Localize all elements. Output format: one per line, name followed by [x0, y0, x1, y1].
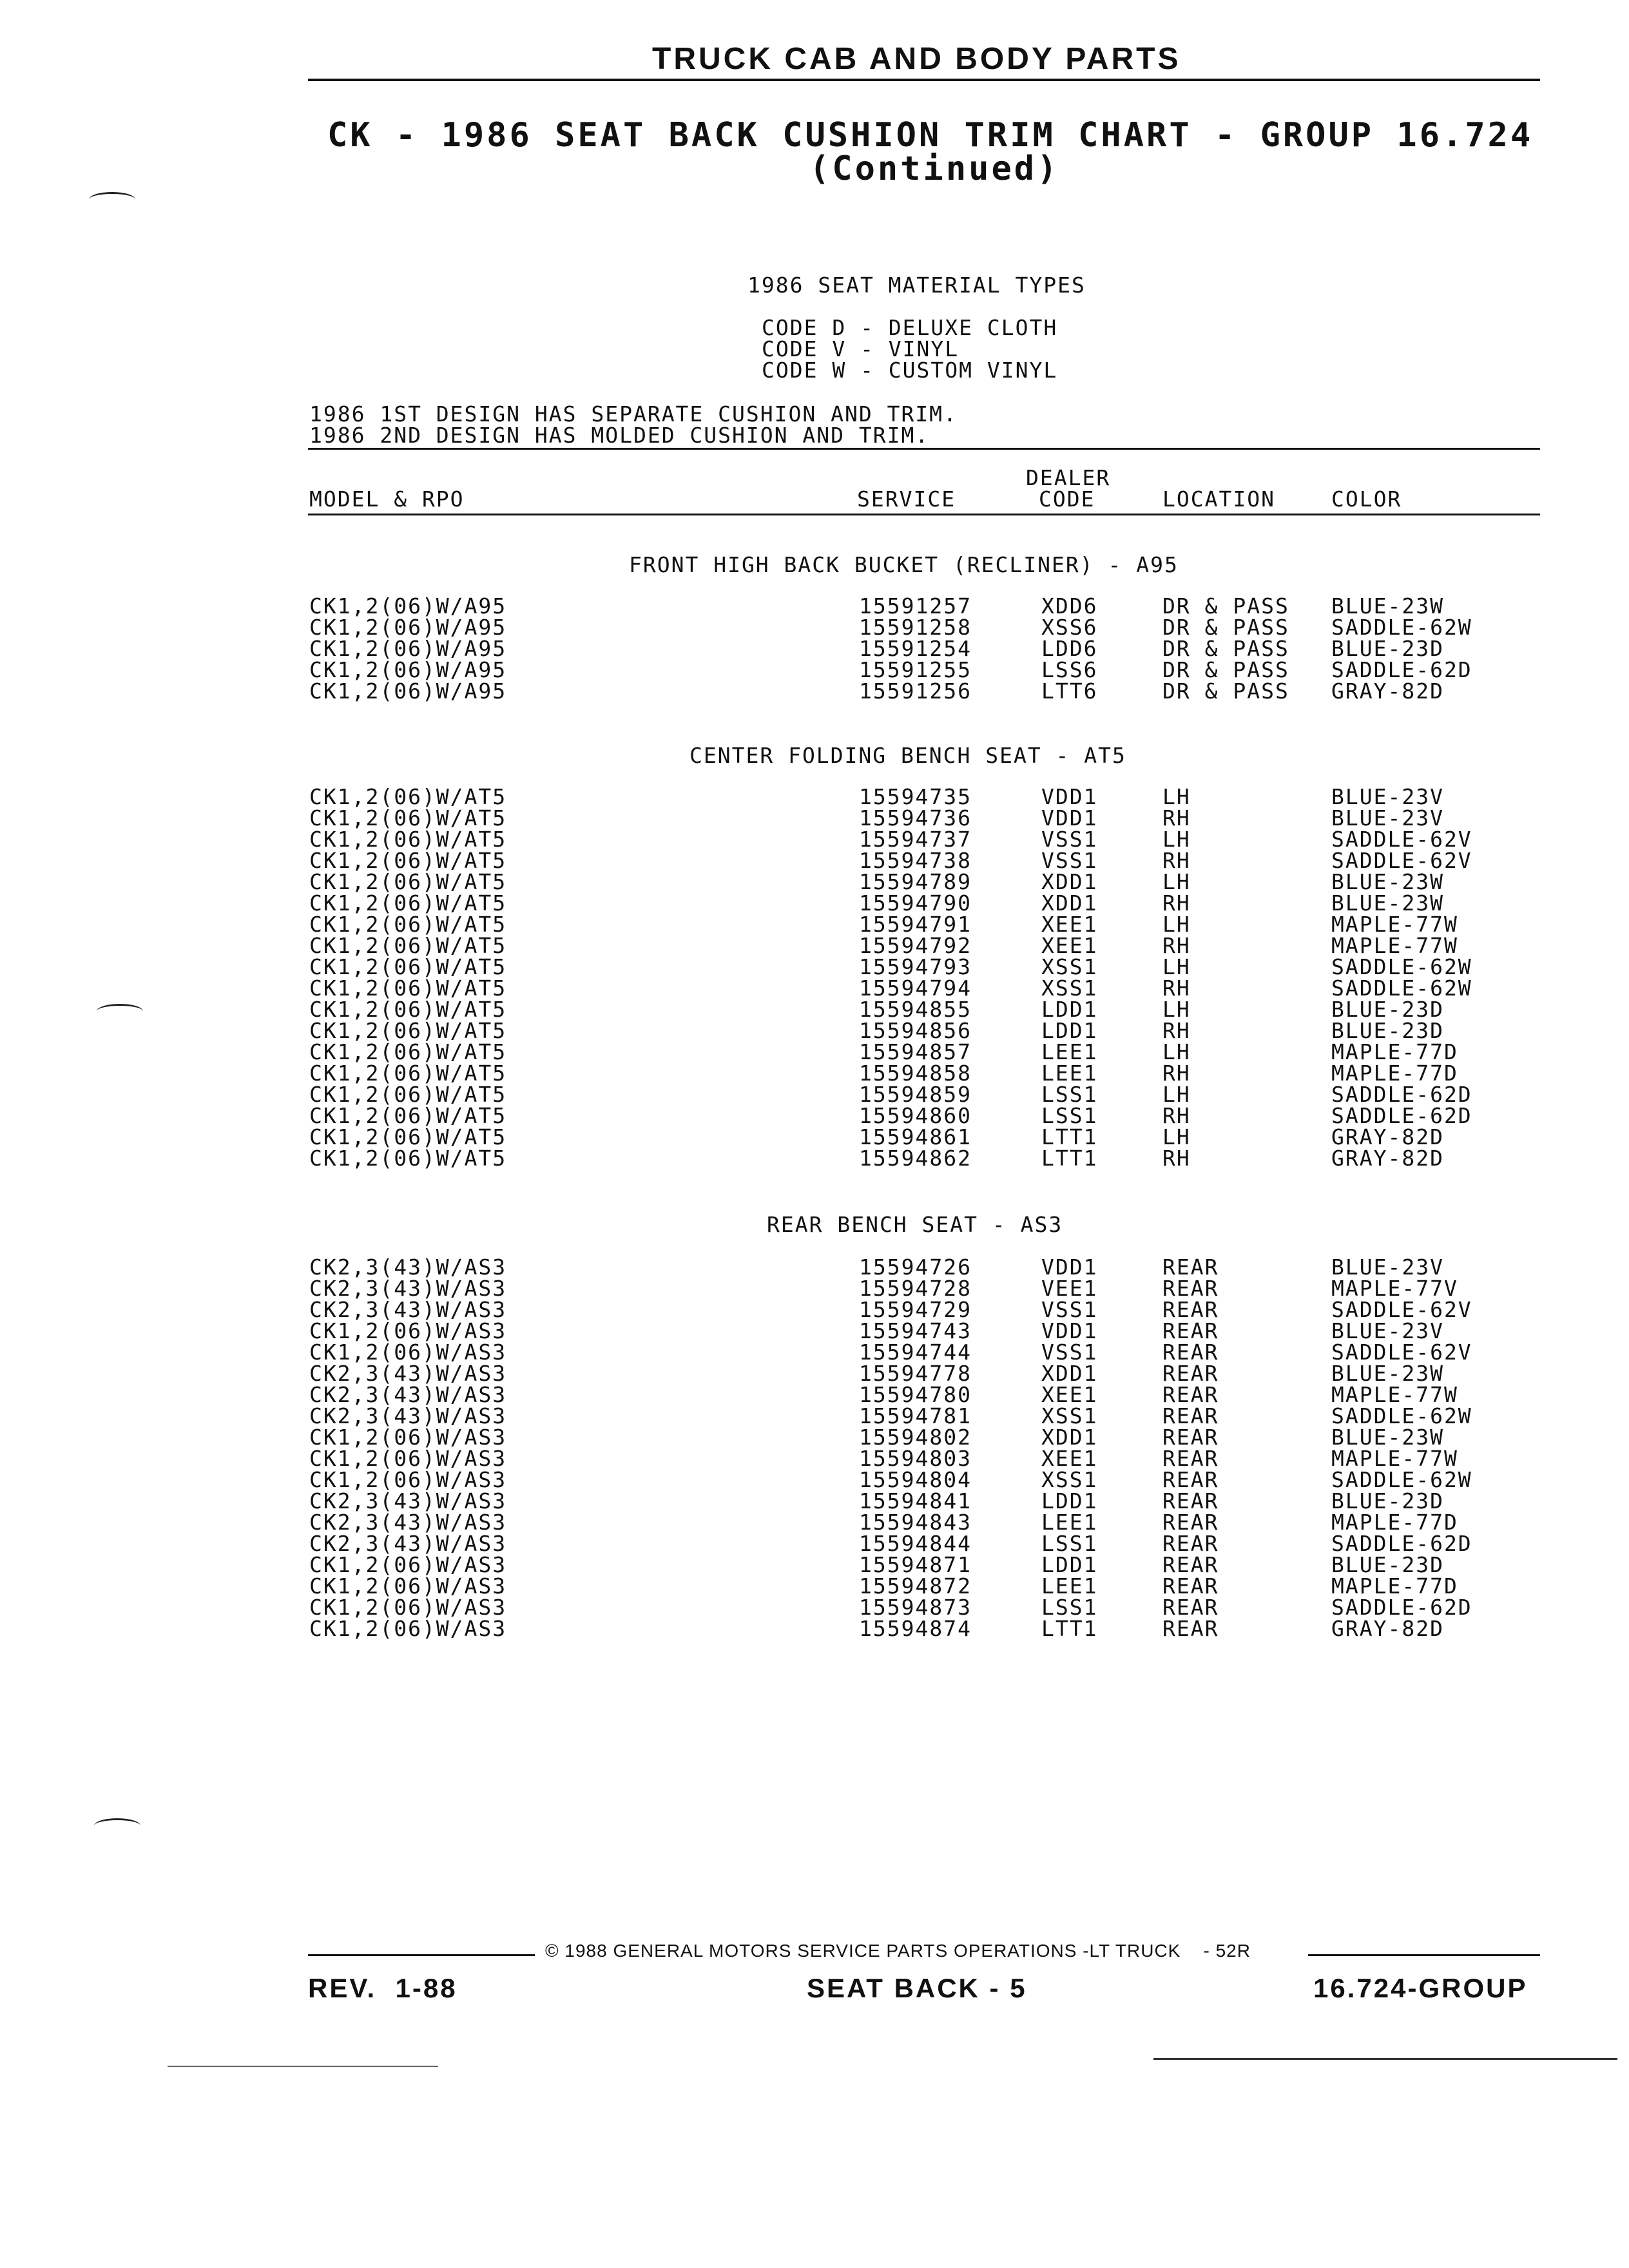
service-number-cell: 15591254 [859, 636, 972, 661]
service-number-cell: 15594843 [859, 1510, 972, 1535]
model-rpo-cell: CK2,3(43)W/AS3 [309, 1297, 507, 1322]
table-row [0, 1405, 1629, 1427]
dealer-code-cell: LTT1 [1041, 1124, 1098, 1149]
service-number-cell: 15594857 [859, 1039, 972, 1064]
service-number-cell: 15594858 [859, 1061, 972, 1086]
color-cell: BLUE-23V [1331, 784, 1444, 809]
location-cell: REAR [1162, 1297, 1219, 1322]
service-number-cell: 15594804 [859, 1467, 972, 1492]
table-row [0, 1533, 1629, 1554]
location-cell: REAR [1162, 1382, 1219, 1407]
model-rpo-cell: CK2,3(43)W/AS3 [309, 1403, 507, 1428]
page-label: SEAT BACK - 5 [807, 1973, 1027, 2003]
model-rpo-cell: CK1,2(06)W/AS3 [309, 1573, 507, 1599]
color-cell: BLUE-23D [1331, 1488, 1444, 1514]
location-cell: LH [1162, 997, 1191, 1022]
table-row [0, 659, 1629, 680]
service-number-cell: 15594792 [859, 933, 972, 958]
color-cell: BLUE-23V [1331, 1318, 1444, 1343]
model-rpo-cell: CK1,2(06)W/AT5 [309, 1039, 507, 1064]
color-cell: SADDLE-62W [1331, 615, 1472, 640]
color-cell: MAPLE-77W [1331, 912, 1458, 937]
color-cell: BLUE-23W [1331, 593, 1444, 619]
model-rpo-cell: CK1,2(06)W/AS3 [309, 1340, 507, 1365]
table-row [0, 1320, 1629, 1341]
model-rpo-cell: CK1,2(06)W/AT5 [309, 997, 507, 1022]
color-cell: SADDLE-62V [1331, 827, 1472, 852]
service-number-cell: 15591257 [859, 593, 972, 619]
location-cell: DR & PASS [1162, 657, 1289, 682]
scan-mark [94, 1818, 140, 1833]
location-cell: RH [1162, 1061, 1191, 1086]
dealer-code-cell: LSS1 [1041, 1595, 1098, 1620]
color-cell: BLUE-23W [1331, 1425, 1444, 1450]
color-cell: SADDLE-62V [1331, 1340, 1472, 1365]
location-cell: LH [1162, 869, 1191, 894]
color-cell: MAPLE-77W [1331, 1382, 1458, 1407]
dealer-code-cell: XSS1 [1041, 975, 1098, 1001]
location-cell: REAR [1162, 1616, 1219, 1641]
location-cell: RH [1162, 975, 1191, 1001]
dealer-code-cell: XDD1 [1041, 1361, 1098, 1386]
location-cell: RH [1162, 805, 1191, 831]
service-number-cell: 15594729 [859, 1297, 972, 1322]
table-row [0, 1363, 1629, 1384]
column-dealer-bottom: CODE [1039, 486, 1095, 512]
service-number-cell: 15594803 [859, 1446, 972, 1471]
service-number-cell: 15594859 [859, 1082, 972, 1107]
location-cell: DR & PASS [1162, 678, 1289, 704]
model-rpo-cell: CK1,2(06)W/A95 [309, 636, 507, 661]
color-cell: BLUE-23W [1331, 1361, 1444, 1386]
column-dealer-top: DEALER [1026, 465, 1111, 490]
table-row [0, 1512, 1629, 1533]
model-rpo-cell: CK1,2(06)W/AT5 [309, 1082, 507, 1107]
model-rpo-cell: CK1,2(06)W/AT5 [309, 954, 507, 979]
color-cell: SADDLE-62D [1331, 657, 1472, 682]
dealer-code-cell: LEE1 [1041, 1061, 1098, 1086]
color-cell: GRAY-82D [1331, 678, 1444, 704]
color-cell: MAPLE-77D [1331, 1510, 1458, 1535]
location-cell: REAR [1162, 1446, 1219, 1471]
color-cell: SADDLE-62W [1331, 1403, 1472, 1428]
footer-rule-left [308, 1954, 535, 1956]
location-cell: REAR [1162, 1510, 1219, 1535]
material-types-heading: 1986 SEAT MATERIAL TYPES [747, 273, 1086, 298]
dealer-code-cell: VSS1 [1041, 1340, 1098, 1365]
location-cell: REAR [1162, 1361, 1219, 1386]
service-number-cell: 15594860 [859, 1103, 972, 1128]
service-number-cell: 15594735 [859, 784, 972, 809]
service-number-cell: 15594737 [859, 827, 972, 852]
dealer-code-cell: XSS1 [1041, 1467, 1098, 1492]
color-cell: SADDLE-62D [1331, 1103, 1472, 1128]
table-row [0, 1469, 1629, 1490]
material-code-w: CODE W - CUSTOM VINYL [762, 358, 1058, 383]
dealer-code-cell: VDD1 [1041, 784, 1098, 809]
model-rpo-cell: CK1,2(06)W/AT5 [309, 784, 507, 809]
footer-rule-right [1308, 1954, 1540, 1956]
model-rpo-cell: CK1,2(06)W/AT5 [309, 805, 507, 831]
table-row [0, 1041, 1629, 1062]
table-row [0, 1148, 1629, 1169]
table-row [0, 1597, 1629, 1618]
model-rpo-cell: CK1,2(06)W/AT5 [309, 1103, 507, 1128]
service-number-cell: 15594789 [859, 869, 972, 894]
dealer-code-cell: LEE1 [1041, 1510, 1098, 1535]
service-number-cell: 15594780 [859, 1382, 972, 1407]
chart-title: CK - 1986 SEAT BACK CUSHION TRIM CHART - GROUP 16.724 [327, 116, 1534, 155]
dealer-code-cell: LSS6 [1041, 657, 1098, 682]
table-row [0, 1020, 1629, 1041]
dealer-code-cell: XDD1 [1041, 1425, 1098, 1450]
location-cell: REAR [1162, 1595, 1219, 1620]
location-cell: REAR [1162, 1276, 1219, 1301]
dealer-code-cell: VSS1 [1041, 848, 1098, 873]
table-row [0, 595, 1629, 617]
dealer-code-cell: LTT1 [1041, 1146, 1098, 1171]
section-title-front-bucket: FRONT HIGH BACK BUCKET (RECLINER) - A95 [629, 552, 1179, 577]
service-number-cell: 15594781 [859, 1403, 972, 1428]
location-cell: REAR [1162, 1531, 1219, 1556]
section-title-center-bench: CENTER FOLDING BENCH SEAT - AT5 [689, 743, 1126, 768]
service-number-cell: 15594793 [859, 954, 972, 979]
dealer-code-cell: XSS1 [1041, 954, 1098, 979]
color-cell: BLUE-23D [1331, 997, 1444, 1022]
dealer-code-cell: XDD6 [1041, 593, 1098, 619]
service-number-cell: 15594743 [859, 1318, 972, 1343]
section-title-rear-bench: REAR BENCH SEAT - AS3 [767, 1212, 1063, 1237]
service-number-cell: 15594871 [859, 1552, 972, 1577]
model-rpo-cell: CK1,2(06)W/AS3 [309, 1318, 507, 1343]
model-rpo-cell: CK1,2(06)W/AT5 [309, 975, 507, 1001]
location-cell: REAR [1162, 1552, 1219, 1577]
service-number-cell: 15594790 [859, 890, 972, 916]
color-cell: BLUE-23W [1331, 890, 1444, 916]
dealer-code-cell: VEE1 [1041, 1276, 1098, 1301]
service-number-cell: 15591256 [859, 678, 972, 704]
model-rpo-cell: CK2,3(43)W/AS3 [309, 1254, 507, 1280]
service-number-cell: 15594778 [859, 1361, 972, 1386]
color-cell: MAPLE-77W [1331, 1446, 1458, 1471]
model-rpo-cell: CK1,2(06)W/AS3 [309, 1595, 507, 1620]
table-row [0, 638, 1629, 659]
model-rpo-cell: CK1,2(06)W/A95 [309, 593, 507, 619]
model-rpo-cell: CK1,2(06)W/AT5 [309, 869, 507, 894]
service-number-cell: 15594802 [859, 1425, 972, 1450]
dealer-code-cell: LTT6 [1041, 678, 1098, 704]
material-code-d: CODE D - DELUXE CLOTH [762, 315, 1058, 340]
location-cell: REAR [1162, 1254, 1219, 1280]
service-number-cell: 15594862 [859, 1146, 972, 1171]
scan-line [1153, 2058, 1617, 2060]
color-cell: GRAY-82D [1331, 1146, 1444, 1171]
dealer-code-cell: LDD1 [1041, 1488, 1098, 1514]
model-rpo-cell: CK1,2(06)W/AT5 [309, 1146, 507, 1171]
dealer-code-cell: VSS1 [1041, 1297, 1098, 1322]
service-number-cell: 15594738 [859, 848, 972, 873]
location-cell: REAR [1162, 1340, 1219, 1365]
table-row [0, 1084, 1629, 1105]
model-rpo-cell: CK1,2(06)W/AS3 [309, 1425, 507, 1450]
service-number-cell: 15594861 [859, 1124, 972, 1149]
model-rpo-cell: CK1,2(06)W/AT5 [309, 1124, 507, 1149]
service-number-cell: 15594872 [859, 1573, 972, 1599]
table-row [0, 1575, 1629, 1597]
model-rpo-cell: CK1,2(06)W/AT5 [309, 912, 507, 937]
color-cell: BLUE-23D [1331, 1552, 1444, 1577]
table-row [0, 1278, 1629, 1299]
table-row [0, 617, 1629, 638]
location-cell: REAR [1162, 1573, 1219, 1599]
service-number-cell: 15594855 [859, 997, 972, 1022]
model-rpo-cell: CK2,3(43)W/AS3 [309, 1382, 507, 1407]
color-cell: GRAY-82D [1331, 1124, 1444, 1149]
dealer-code-cell: LDD1 [1041, 997, 1098, 1022]
table-row [0, 977, 1629, 999]
dealer-code-cell: LEE1 [1041, 1039, 1098, 1064]
table-row [0, 1062, 1629, 1084]
column-service: SERVICE [857, 486, 956, 512]
dealer-code-cell: LSS1 [1041, 1531, 1098, 1556]
columns-rule [308, 514, 1540, 515]
location-cell: LH [1162, 827, 1191, 852]
model-rpo-cell: CK1,2(06)W/AT5 [309, 933, 507, 958]
table-row [0, 829, 1629, 850]
model-rpo-cell: CK1,2(06)W/AS3 [309, 1446, 507, 1471]
location-cell: DR & PASS [1162, 636, 1289, 661]
column-color: COLOR [1331, 486, 1402, 512]
model-rpo-cell: CK1,2(06)W/AS3 [309, 1552, 507, 1577]
table-row [0, 1554, 1629, 1575]
design-note-1: 1986 1ST DESIGN HAS SEPARATE CUSHION AND TRIM. [309, 401, 958, 427]
dealer-code-cell: XDD1 [1041, 890, 1098, 916]
model-rpo-cell: CK2,3(43)W/AS3 [309, 1488, 507, 1514]
dealer-code-cell: VDD1 [1041, 1318, 1098, 1343]
model-rpo-cell: CK1,2(06)W/AS3 [309, 1616, 507, 1641]
service-number-cell: 15594874 [859, 1616, 972, 1641]
table-row [0, 1341, 1629, 1363]
table-row [0, 1618, 1629, 1639]
color-cell: SADDLE-62W [1331, 954, 1472, 979]
model-rpo-cell: CK1,2(06)W/AT5 [309, 848, 507, 873]
color-cell: MAPLE-77D [1331, 1061, 1458, 1086]
table-row [0, 892, 1629, 914]
dealer-code-cell: VDD1 [1041, 805, 1098, 831]
location-cell: RH [1162, 1103, 1191, 1128]
location-cell: DR & PASS [1162, 615, 1289, 640]
table-row [0, 1427, 1629, 1448]
design-note-2: 1986 2ND DESIGN HAS MOLDED CUSHION AND TRIM. [309, 423, 930, 448]
table-row [0, 935, 1629, 956]
location-cell: REAR [1162, 1425, 1219, 1450]
column-model: MODEL & RPO [309, 486, 465, 512]
location-cell: LH [1162, 954, 1191, 979]
table-row [0, 1490, 1629, 1512]
color-cell: SADDLE-62V [1331, 848, 1472, 873]
model-rpo-cell: CK1,2(06)W/AS3 [309, 1467, 507, 1492]
location-cell: RH [1162, 890, 1191, 916]
header-rule [308, 79, 1540, 81]
location-cell: LH [1162, 784, 1191, 809]
section-heading: TRUCK CAB AND BODY PARTS [652, 42, 1181, 76]
service-number-cell: 15594794 [859, 975, 972, 1001]
location-cell: LH [1162, 1082, 1191, 1107]
chart-subtitle: (Continued) [809, 149, 1060, 188]
copyright-notice: © 1988 GENERAL MOTORS SERVICE PARTS OPERATIONS -LT TRUCK - 52R [545, 1941, 1251, 1961]
color-cell: GRAY-82D [1331, 1616, 1444, 1641]
location-cell: LH [1162, 1039, 1191, 1064]
dealer-code-cell: VDD1 [1041, 1254, 1098, 1280]
color-cell: BLUE-23D [1331, 1018, 1444, 1043]
model-rpo-cell: CK1,2(06)W/AT5 [309, 890, 507, 916]
table-row [0, 914, 1629, 935]
table-row [0, 1126, 1629, 1148]
table-row [0, 807, 1629, 829]
service-number-cell: 15591258 [859, 615, 972, 640]
table-row [0, 871, 1629, 892]
scan-line [168, 2066, 438, 2067]
color-cell: MAPLE-77V [1331, 1276, 1458, 1301]
dealer-code-cell: VSS1 [1041, 827, 1098, 852]
service-number-cell: 15594726 [859, 1254, 972, 1280]
location-cell: RH [1162, 933, 1191, 958]
column-location: LOCATION [1162, 486, 1275, 512]
table-row [0, 1105, 1629, 1126]
location-cell: DR & PASS [1162, 593, 1289, 619]
service-number-cell: 15594744 [859, 1340, 972, 1365]
table-row [0, 956, 1629, 977]
model-rpo-cell: CK2,3(43)W/AS3 [309, 1276, 507, 1301]
location-cell: RH [1162, 1018, 1191, 1043]
location-cell: REAR [1162, 1318, 1219, 1343]
model-rpo-cell: CK1,2(06)W/A95 [309, 657, 507, 682]
color-cell: BLUE-23V [1331, 1254, 1444, 1280]
location-cell: REAR [1162, 1488, 1219, 1514]
notes-rule [308, 448, 1540, 450]
location-cell: RH [1162, 848, 1191, 873]
location-cell: LH [1162, 1124, 1191, 1149]
scan-mark [89, 192, 135, 207]
dealer-code-cell: LSS1 [1041, 1103, 1098, 1128]
material-code-v: CODE V - VINYL [762, 336, 959, 361]
service-number-cell: 15594791 [859, 912, 972, 937]
dealer-code-cell: LTT1 [1041, 1616, 1098, 1641]
dealer-code-cell: XEE1 [1041, 1446, 1098, 1471]
color-cell: MAPLE-77D [1331, 1039, 1458, 1064]
location-cell: REAR [1162, 1467, 1219, 1492]
model-rpo-cell: CK1,2(06)W/AT5 [309, 1061, 507, 1086]
color-cell: BLUE-23W [1331, 869, 1444, 894]
color-cell: SADDLE-62D [1331, 1082, 1472, 1107]
dealer-code-cell: LDD6 [1041, 636, 1098, 661]
dealer-code-cell: LSS1 [1041, 1082, 1098, 1107]
service-number-cell: 15594728 [859, 1276, 972, 1301]
table-row [0, 999, 1629, 1020]
dealer-code-cell: XEE1 [1041, 1382, 1098, 1407]
color-cell: BLUE-23D [1331, 636, 1444, 661]
color-cell: SADDLE-62D [1331, 1595, 1472, 1620]
dealer-code-cell: LEE1 [1041, 1573, 1098, 1599]
dealer-code-cell: XSS6 [1041, 615, 1098, 640]
service-number-cell: 15591255 [859, 657, 972, 682]
color-cell: SADDLE-62W [1331, 975, 1472, 1001]
table-row [0, 786, 1629, 807]
table-row [0, 680, 1629, 702]
service-number-cell: 15594841 [859, 1488, 972, 1514]
table-row [0, 1299, 1629, 1320]
model-rpo-cell: CK2,3(43)W/AS3 [309, 1510, 507, 1535]
color-cell: MAPLE-77W [1331, 933, 1458, 958]
group-label: 16.724-GROUP [1313, 1973, 1528, 2003]
color-cell: BLUE-23V [1331, 805, 1444, 831]
color-cell: MAPLE-77D [1331, 1573, 1458, 1599]
model-rpo-cell: CK1,2(06)W/AT5 [309, 827, 507, 852]
color-cell: SADDLE-62V [1331, 1297, 1472, 1322]
model-rpo-cell: CK1,2(06)W/A95 [309, 678, 507, 704]
location-cell: REAR [1162, 1403, 1219, 1428]
dealer-code-cell: XEE1 [1041, 912, 1098, 937]
model-rpo-cell: CK2,3(43)W/AS3 [309, 1361, 507, 1386]
dealer-code-cell: XEE1 [1041, 933, 1098, 958]
service-number-cell: 15594873 [859, 1595, 972, 1620]
dealer-code-cell: LDD1 [1041, 1018, 1098, 1043]
model-rpo-cell: CK1,2(06)W/A95 [309, 615, 507, 640]
table-row [0, 1384, 1629, 1405]
dealer-code-cell: XSS1 [1041, 1403, 1098, 1428]
service-number-cell: 15594856 [859, 1018, 972, 1043]
table-row [0, 850, 1629, 871]
model-rpo-cell: CK2,3(43)W/AS3 [309, 1531, 507, 1556]
dealer-code-cell: XDD1 [1041, 869, 1098, 894]
model-rpo-cell: CK1,2(06)W/AT5 [309, 1018, 507, 1043]
service-number-cell: 15594844 [859, 1531, 972, 1556]
service-number-cell: 15594736 [859, 805, 972, 831]
color-cell: SADDLE-62W [1331, 1467, 1472, 1492]
dealer-code-cell: LDD1 [1041, 1552, 1098, 1577]
location-cell: RH [1162, 1146, 1191, 1171]
table-row [0, 1256, 1629, 1278]
revision-label: REV. 1-88 [308, 1973, 458, 2003]
location-cell: LH [1162, 912, 1191, 937]
color-cell: SADDLE-62D [1331, 1531, 1472, 1556]
table-row [0, 1448, 1629, 1469]
